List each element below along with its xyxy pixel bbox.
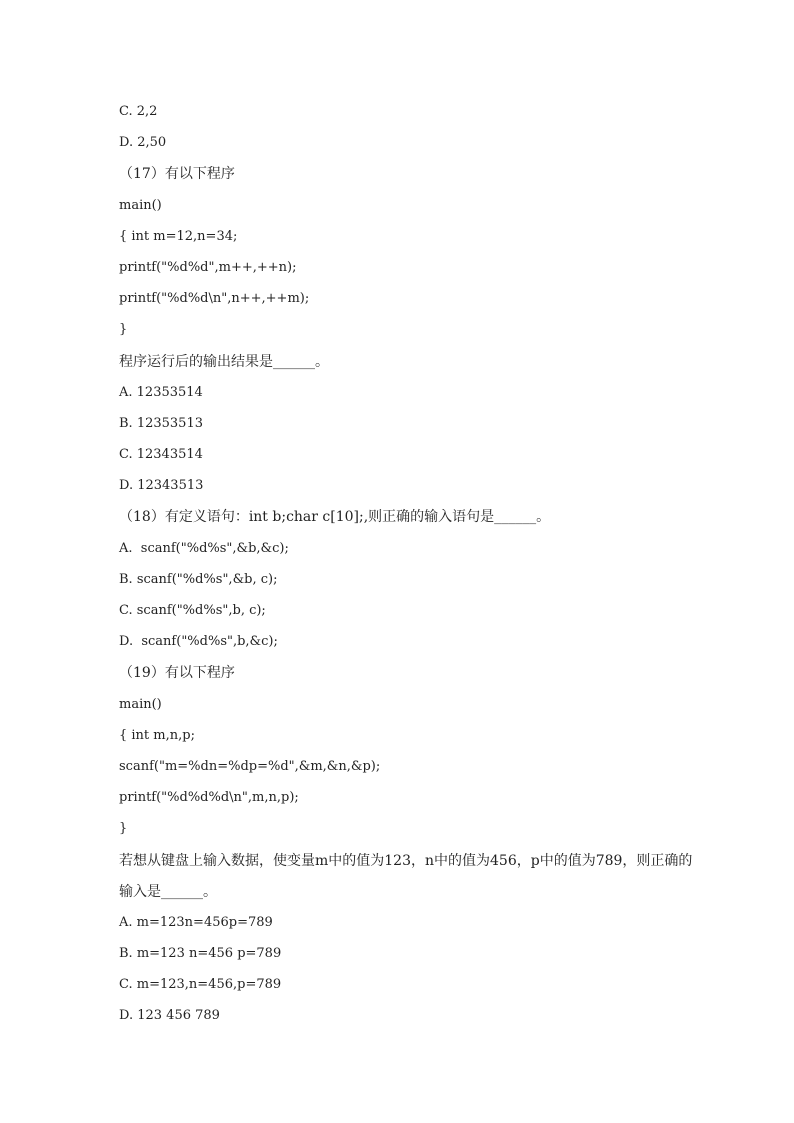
option-c-line: C. scanf("%d%s",b, c); xyxy=(119,603,266,618)
question-19-prompt-line-2: 输入是______。 xyxy=(119,883,217,900)
option-b-line: B. scanf("%d%s",&b, c); xyxy=(119,571,278,587)
code-line: { int m=12,n=34; xyxy=(119,228,238,244)
option-b-line: B. m=123 n=456 p=789 xyxy=(119,946,282,962)
code-line: printf("%d%d",m++,++n); xyxy=(119,259,297,275)
option-d-line: D. 123 456 789 xyxy=(119,1008,220,1024)
option-d-line: D. 12343513 xyxy=(119,478,204,494)
code-line: printf("%d%d%d\n",m,n,p); xyxy=(119,790,299,806)
option-d-line: D. 2,50 xyxy=(119,135,167,151)
question-19-heading: （19）有以下程序 xyxy=(119,665,235,682)
code-line: { int m,n,p; xyxy=(119,727,195,743)
option-c-line: C. 2,2 xyxy=(119,104,158,119)
code-line: } xyxy=(119,821,128,837)
code-line: main() xyxy=(119,696,162,712)
code-line: printf("%d%d\n",n++,++m); xyxy=(119,291,310,307)
option-a-line: A. scanf("%d%s",&b,&c); xyxy=(119,540,289,556)
code-line: scanf("m=%dn=%dp=%d",&m,&n,&p); xyxy=(119,758,381,774)
option-c-line: C. m=123,n=456,p=789 xyxy=(119,977,282,993)
option-c-line: C. 12343514 xyxy=(119,447,203,463)
question-19-prompt-line-1: 若想从键盘上输入数据，使变量m中的值为123，n中的值为456，p中的值为789，则正确的 xyxy=(119,852,693,869)
question-18-heading: （18）有定义语句：int b;char c[10];,则正确的输入语句是______。 xyxy=(119,509,551,526)
option-d-line: D. scanf("%d%s",b,&c); xyxy=(119,634,278,650)
option-b-line: B. 12353513 xyxy=(119,415,203,431)
option-a-line: A. 12353514 xyxy=(119,384,203,400)
code-line: } xyxy=(119,322,128,338)
option-a-line: A. m=123n=456p=789 xyxy=(119,914,273,930)
code-line: main() xyxy=(119,197,162,213)
question-17-heading: （17）有以下程序 xyxy=(119,166,235,183)
question-17-prompt: 程序运行后的输出结果是______。 xyxy=(119,353,329,370)
document-page xyxy=(119,102,709,1038)
